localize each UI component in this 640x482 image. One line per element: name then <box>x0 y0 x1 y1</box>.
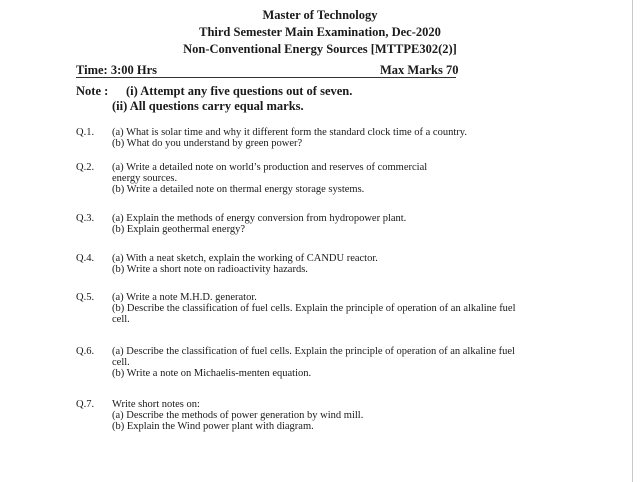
header-divider <box>76 77 456 78</box>
question-6-part-a: (a) Describe the classification of fuel cells. Explain the principle of operation of an alkaline fuel <box>112 346 515 357</box>
note-label: Note : <box>76 84 109 98</box>
question-7-body <box>112 399 582 432</box>
exam-title: Third Semester Main Examination, Dec-2020 <box>199 25 441 39</box>
question-3-part-b: (b) Explain geothermal energy? <box>112 224 246 235</box>
question-6-part-b: (b) Write a note on Michaelis-menten equation. <box>112 368 312 379</box>
question-1-body <box>112 127 582 149</box>
note-line-1: (i) Attempt any five questions out of seven. <box>126 84 353 98</box>
question-5-body <box>112 292 582 325</box>
program-title: Master of Technology <box>262 8 378 22</box>
question-5-part-b-cont: cell. <box>112 314 130 325</box>
page-border-right <box>632 0 633 482</box>
time-label: Time: 3:00 Hrs <box>76 63 158 77</box>
course-title: Non-Conventional Energy Sources [MTTPE302(2)] <box>183 42 457 56</box>
question-4-number: Q.4. <box>76 253 95 264</box>
question-6-part-a-cont: cell. <box>112 357 130 368</box>
question-3-body <box>112 213 582 235</box>
question-5-part-a: (a) Write a note M.H.D. generator. <box>112 292 257 303</box>
question-7-number: Q.7. <box>76 399 95 410</box>
question-1-number: Q.1. <box>76 127 95 138</box>
question-2-number: Q.2. <box>76 162 95 173</box>
question-7-part-a: (a) Describe the methods of power generation by wind mill. <box>112 410 364 421</box>
question-3-number: Q.3. <box>76 213 95 224</box>
question-2-part-a-cont: energy sources. <box>112 173 178 184</box>
question-5-number: Q.5. <box>76 292 95 303</box>
question-2-part-a: (a) Write a detailed note on world’s production and reserves of commercial <box>112 162 428 173</box>
question-7-part-b: (b) Explain the Wind power plant with diagram. <box>112 421 314 432</box>
question-4-part-a: (a) With a neat sketch, explain the working of CANDU reactor. <box>112 253 378 264</box>
question-6-body <box>112 346 582 379</box>
max-marks-label: Max Marks 70 <box>380 63 459 77</box>
question-4-part-b: (b) Write a short note on radioactivity hazards. <box>112 264 308 275</box>
question-2-part-b: (b) Write a detailed note on thermal energy storage systems. <box>112 184 365 195</box>
question-4-body <box>112 253 582 275</box>
question-7-intro: Write short notes on: <box>112 399 200 410</box>
question-5-part-b: (b) Describe the classification of fuel cells. Explain the principle of operation of an alkaline fuel <box>112 303 516 314</box>
question-2-body <box>112 162 582 195</box>
question-3-part-a: (a) Explain the methods of energy conversion from hydropower plant. <box>112 213 407 224</box>
question-1-part-b: (b) What do you understand by green power? <box>112 138 303 149</box>
question-6-number: Q.6. <box>76 346 95 357</box>
question-1-part-a: (a) What is solar time and why it different form the standard clock time of a country. <box>112 127 467 138</box>
note-line-2: (ii) All questions carry equal marks. <box>112 99 304 113</box>
